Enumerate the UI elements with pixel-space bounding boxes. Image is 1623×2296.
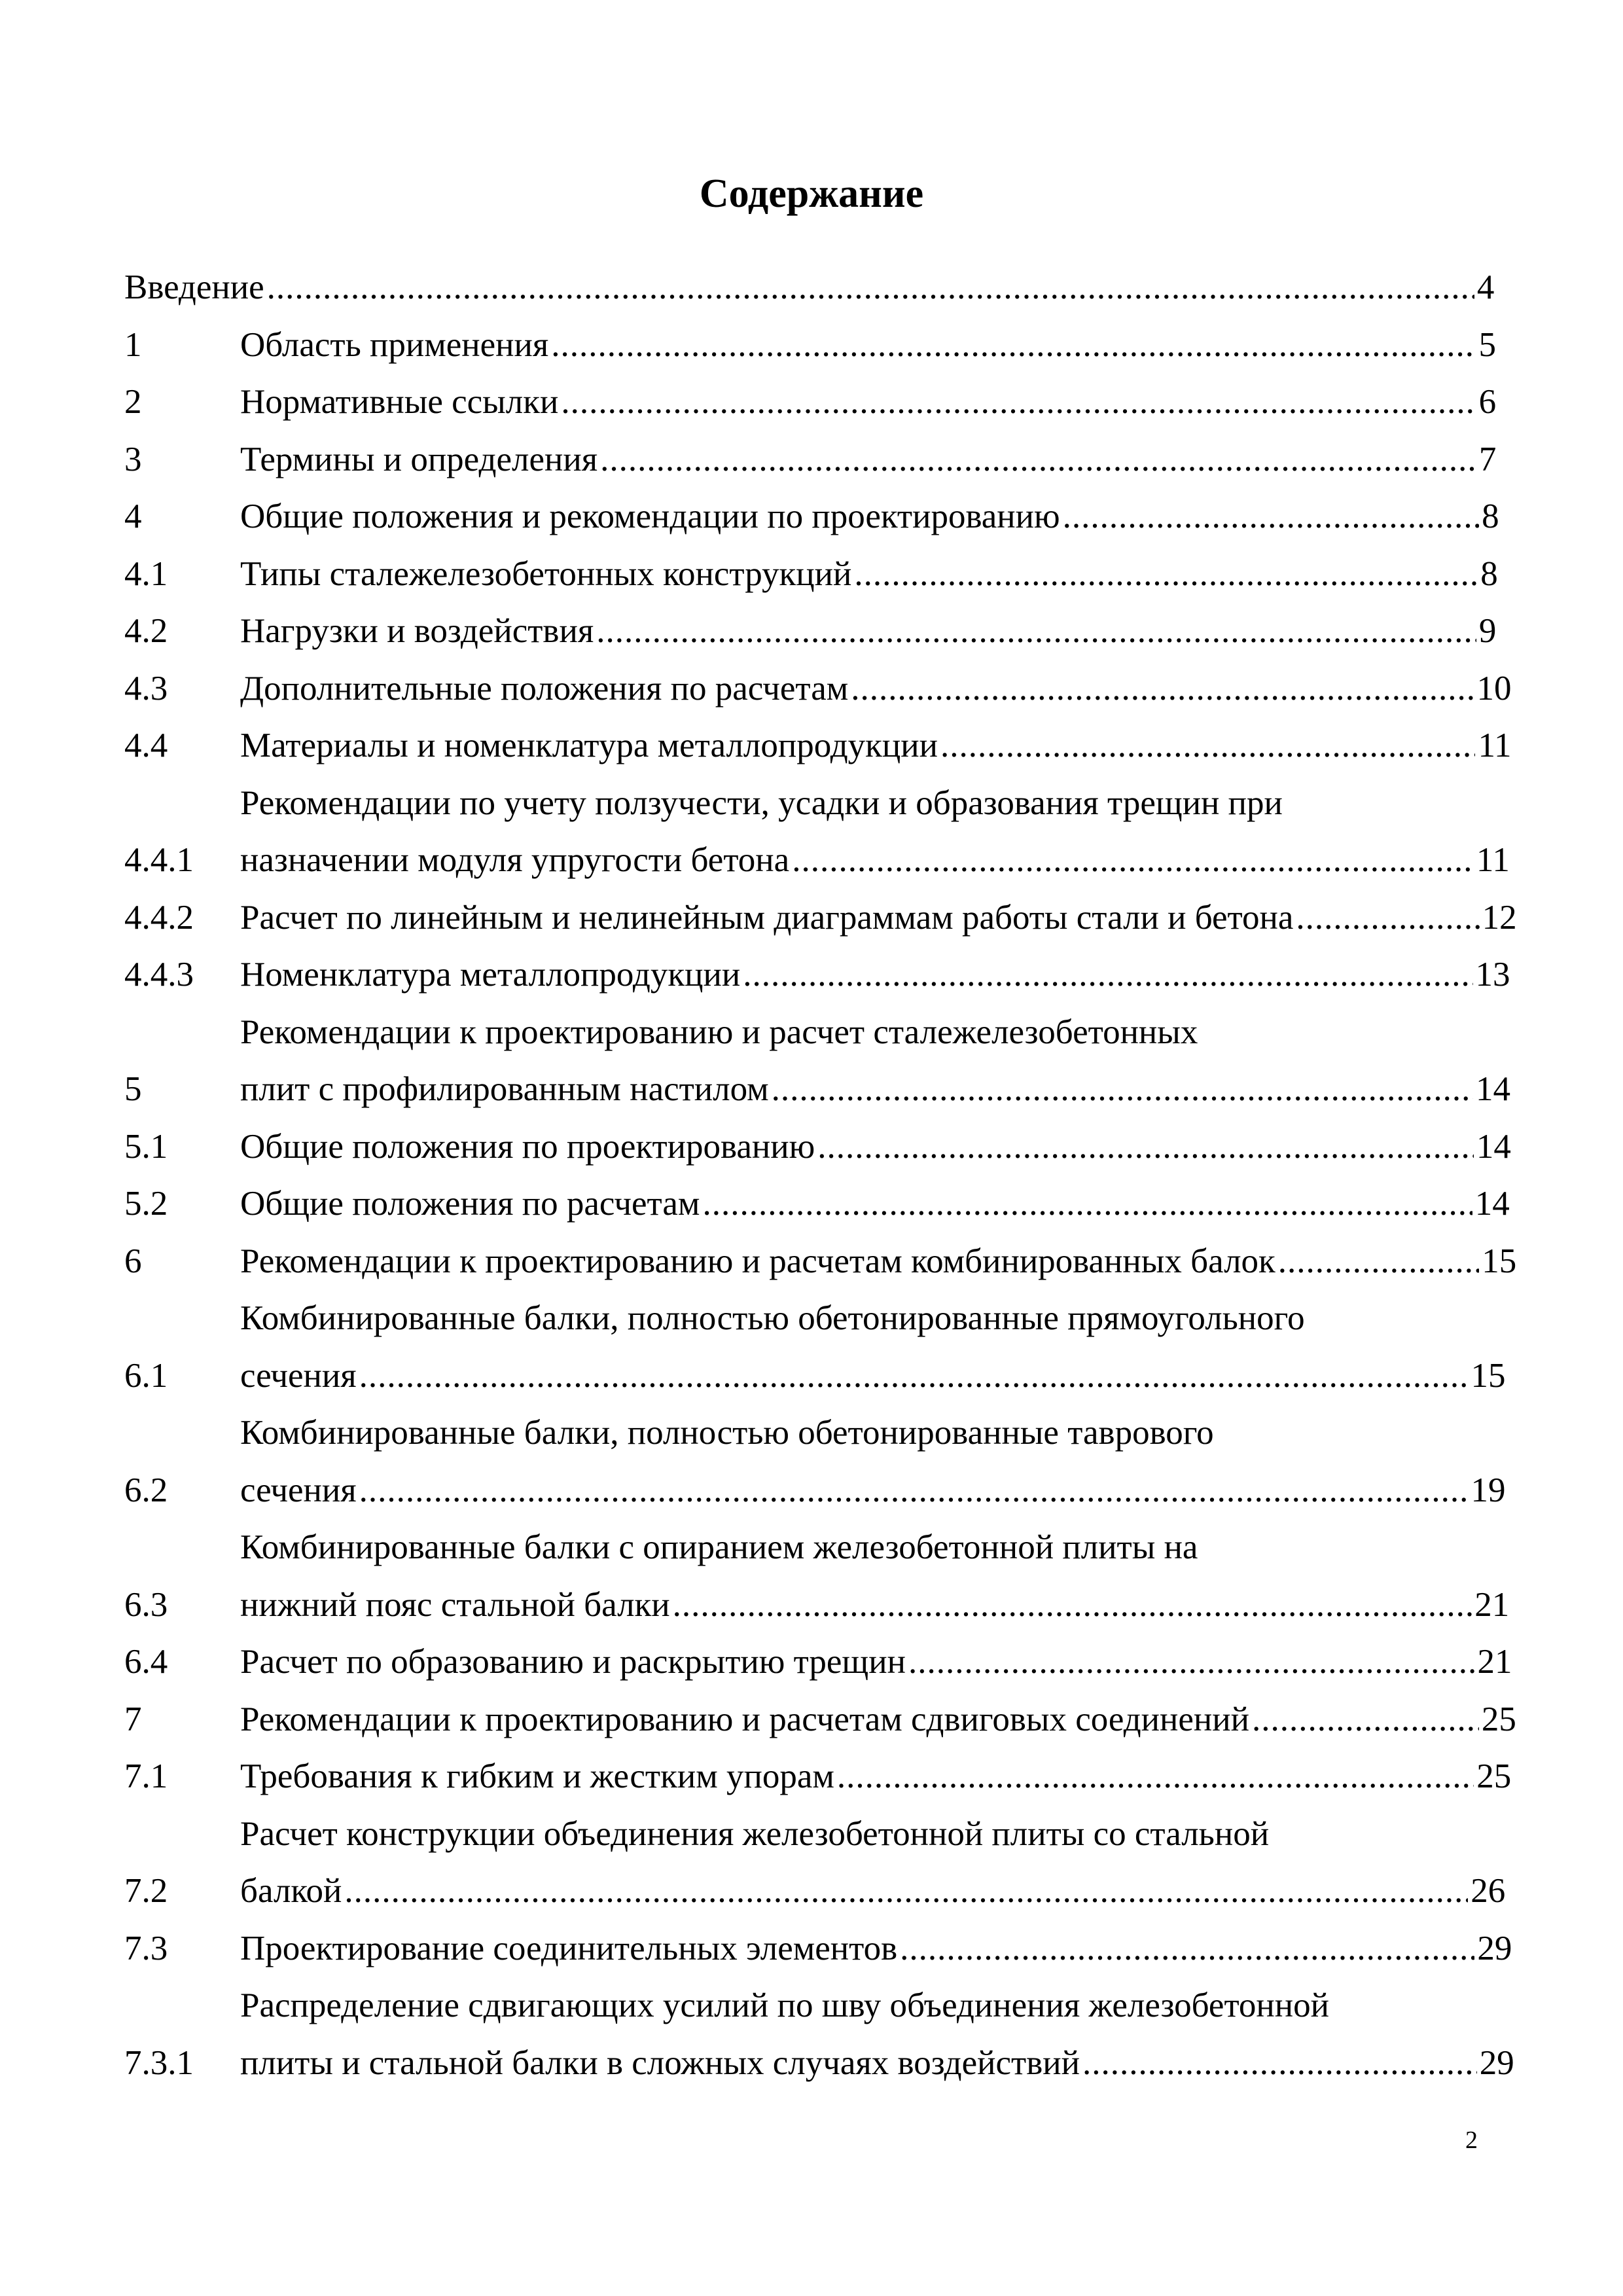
toc-entry-body	[240, 431, 1497, 489]
toc-entry-title: Общие положения и рекомендации по проектированию	[240, 497, 1060, 535]
toc-entry-number: 4	[124, 497, 142, 535]
toc-entry[interactable]	[124, 259, 1495, 317]
toc-dot-leader	[743, 946, 1472, 1004]
toc-dot-leader	[359, 1348, 1469, 1405]
toc-entry[interactable]	[124, 1748, 1512, 1806]
toc-entry-body	[124, 259, 1495, 317]
toc-entry[interactable]	[124, 1806, 1506, 1920]
toc-dot-leader	[1063, 488, 1480, 546]
toc-dot-leader	[1296, 889, 1479, 947]
toc-entry-body	[240, 1977, 1514, 2092]
toc-entry-body	[240, 717, 1512, 775]
toc-entry-title: балкой	[240, 1872, 342, 1910]
toc-entry-page: 26	[1471, 1872, 1506, 1910]
toc-entry-title: Рекомендации к проектированию и расчетам комбинированных балок	[240, 1242, 1275, 1280]
toc-entry-title: Номенклатура металлопродукции	[240, 956, 741, 994]
toc-entry[interactable]	[124, 488, 1499, 546]
toc-entry-page: 29	[1479, 2043, 1514, 2082]
toc-entry-number: 5.2	[124, 1185, 168, 1223]
toc-dot-leader	[772, 1061, 1473, 1119]
toc-entry-page: 25	[1476, 1757, 1512, 1795]
toc-entry-body	[240, 488, 1499, 546]
toc-entry-page: 8	[1482, 497, 1499, 535]
toc-entry-title-line: Рекомендации к проектированию и расчет сталежелезобетонных	[240, 1013, 1198, 1051]
toc-entry-title: плиты и стальной балки в сложных случаях воздействий	[240, 2043, 1080, 2082]
toc-dot-leader	[344, 1863, 1468, 1920]
toc-entry[interactable]	[124, 1290, 1506, 1405]
toc-entry-title-line: Комбинированные балки с опиранием железобетонной плиты на	[240, 1528, 1198, 1566]
toc-dot-leader	[908, 1634, 1475, 1691]
toc-dot-leader	[600, 431, 1476, 489]
toc-entry[interactable]	[124, 1634, 1512, 1691]
toc-entry-body	[240, 317, 1496, 374]
toc-entry-number: 1	[124, 325, 142, 364]
toc-entry-number: 6	[124, 1242, 142, 1280]
toc-entry-title-line: Рекомендации по учету ползучести, усадки и образования трещин при	[240, 783, 1283, 822]
toc-entry[interactable]	[124, 1920, 1512, 1978]
toc-entry[interactable]	[124, 775, 1510, 889]
toc-entry-title-line	[240, 717, 1512, 775]
toc-entry-title-line	[240, 1233, 1517, 1291]
toc-entry-title-line	[240, 317, 1496, 374]
toc-dot-leader	[702, 1175, 1472, 1233]
toc-entry-number: 6.1	[124, 1356, 168, 1395]
toc-entry-body	[240, 1004, 1511, 1119]
toc-entry-page: 21	[1477, 1643, 1512, 1681]
toc-entry-title-line	[240, 1863, 1506, 1920]
toc-entry-page: 12	[1482, 898, 1517, 937]
toc-entry-title-line: Расчет конструкции объединения железобетонной плиты со стальной	[240, 1814, 1270, 1853]
toc-entry-title: назначении модуля упругости бетона	[240, 841, 790, 879]
toc-dot-leader	[792, 832, 1474, 889]
toc-entry-number: 7.2	[124, 1872, 168, 1910]
toc-entry[interactable]	[124, 1233, 1517, 1291]
toc-entry-title-line	[240, 1691, 1516, 1749]
toc-entry-title: Введение	[124, 268, 264, 306]
toc-entry-title: плит с профилированным настилом	[240, 1070, 769, 1108]
toc-entry-body	[240, 1519, 1510, 1634]
toc-entry[interactable]	[124, 889, 1517, 947]
toc-entry-page: 15	[1471, 1356, 1506, 1395]
toc-dot-leader	[596, 603, 1476, 660]
toc-entry-number: 7	[124, 1700, 142, 1738]
toc-dot-leader	[267, 259, 1474, 317]
toc-entry[interactable]	[124, 1405, 1506, 1519]
toc-entry-title-line	[240, 431, 1497, 489]
toc-entry-number: 6.2	[124, 1471, 168, 1509]
toc-entry-title: Расчет по линейным и нелинейным диаграммам работы стали и бетона	[240, 898, 1294, 937]
toc-entry-title-line	[240, 946, 1510, 1004]
toc-entry-body	[240, 1748, 1512, 1806]
toc-entry-body	[240, 775, 1510, 889]
toc-entry[interactable]	[124, 603, 1497, 660]
toc-entry[interactable]	[124, 546, 1498, 603]
toc-entry-title-line	[240, 1920, 1512, 1978]
toc-entry-number: 4.4.3	[124, 956, 194, 994]
toc-entry-page: 19	[1471, 1471, 1506, 1509]
toc-entry-title: Общие положения по расчетам	[240, 1185, 700, 1223]
toc-entry-title: Дополнительные положения по расчетам	[240, 669, 849, 708]
toc-entry[interactable]	[124, 1004, 1511, 1119]
toc-entry-title-line	[240, 374, 1497, 431]
toc-entry-number: 5.1	[124, 1127, 168, 1166]
toc-entry-title: сечения	[240, 1471, 357, 1509]
toc-entry-number: 3	[124, 440, 142, 478]
toc-entry[interactable]	[124, 1691, 1516, 1749]
toc-entry-title-line	[240, 546, 1498, 603]
toc-entry-title: Проектирование соединительных элементов	[240, 1929, 898, 1967]
toc-entry-title-line	[240, 2035, 1514, 2092]
toc-dot-leader	[1252, 1691, 1479, 1749]
toc-entry-number: 6.4	[124, 1643, 168, 1681]
toc-dot-leader	[837, 1748, 1474, 1806]
toc-entry-page: 14	[1476, 1127, 1511, 1166]
toc-entry-page: 13	[1475, 956, 1510, 994]
toc-dot-leader	[900, 1920, 1474, 1978]
toc-entry-title: Рекомендации к проектированию и расчетам сдвиговых соединений	[240, 1700, 1250, 1738]
toc-entry-title-line	[240, 1462, 1506, 1520]
toc-entry-title: Расчет по образованию и раскрытию трещин	[240, 1643, 906, 1681]
toc-entry[interactable]	[124, 431, 1497, 489]
toc-entry-title-line	[124, 259, 1495, 317]
toc-dot-leader	[359, 1462, 1469, 1520]
toc-entry-page: 29	[1477, 1929, 1512, 1967]
toc-entry-number: 7.3.1	[124, 2043, 194, 2082]
toc-entry-title-line	[240, 1175, 1510, 1233]
toc-entry-page: 4	[1476, 268, 1495, 306]
toc-entry-number: 4.4.2	[124, 898, 194, 937]
toc-entry[interactable]	[124, 717, 1512, 775]
toc-entry-page: 8	[1480, 554, 1498, 593]
toc-entry-number: 7.3	[124, 1929, 168, 1967]
toc-entry-title-line	[240, 1634, 1512, 1691]
toc-entry-number: 4.3	[124, 669, 168, 708]
toc-entry-body	[240, 1405, 1506, 1519]
toc-entry-page: 14	[1474, 1185, 1510, 1223]
toc-entry-number: 7.1	[124, 1757, 168, 1795]
toc-dot-leader	[940, 717, 1475, 775]
toc-entry-title-line: Комбинированные балки, полностью обетонированные прямоугольного	[240, 1299, 1305, 1337]
toc-entry-title-line: Распределение сдвигающих усилий по шву объединения железобетонной	[240, 1986, 1330, 2024]
toc-entry-page: 15	[1482, 1242, 1517, 1280]
toc-entry-title: Нормативные ссылки	[240, 383, 559, 421]
toc-entry-body	[240, 603, 1497, 660]
toc-entry-title: Типы сталежелезобетонных конструкций	[240, 554, 852, 593]
toc-entry[interactable]	[124, 1977, 1514, 2092]
toc-entry-body	[240, 1233, 1517, 1291]
toc-dot-leader	[561, 374, 1476, 431]
toc-dot-leader	[851, 660, 1474, 718]
toc-entry-body	[240, 660, 1512, 718]
table-of-contents	[124, 259, 1517, 2092]
toc-entry-page: 25	[1481, 1700, 1516, 1738]
toc-entry-body	[240, 1920, 1512, 1978]
toc-entry-title-line	[240, 1748, 1512, 1806]
toc-entry[interactable]	[124, 660, 1512, 718]
toc-entry-title-line: Комбинированные балки, полностью обетонированные таврового	[240, 1414, 1214, 1452]
toc-dot-leader	[854, 546, 1478, 603]
toc-entry[interactable]	[124, 1119, 1511, 1176]
toc-entry-title-line	[240, 1348, 1506, 1405]
toc-entry-body	[240, 1691, 1516, 1749]
toc-entry-title: Область применения	[240, 325, 549, 364]
toc-entry-title: Требования к гибким и жестким упорам	[240, 1757, 834, 1795]
toc-entry-page: 11	[1476, 841, 1510, 879]
toc-dot-leader	[817, 1119, 1474, 1176]
toc-entry-number: 4.4.1	[124, 841, 194, 879]
toc-entry-number: 2	[124, 383, 142, 421]
toc-entry-page: 10	[1476, 669, 1512, 708]
toc-dot-leader	[1082, 2035, 1477, 2092]
page-title: Содержание	[699, 171, 924, 216]
toc-entry-body	[240, 1634, 1512, 1691]
toc-entry-number: 4.2	[124, 612, 168, 650]
toc-entry-title-line	[240, 660, 1512, 718]
toc-entry-title: нижний пояс стальной балки	[240, 1585, 670, 1624]
toc-entry-number: 4.1	[124, 554, 168, 593]
toc-entry-title-line	[240, 889, 1517, 947]
page-number: 2	[1465, 2126, 1478, 2154]
toc-entry-title-line	[240, 603, 1497, 660]
toc-entry[interactable]	[124, 1175, 1510, 1233]
toc-entry-title-line	[240, 1577, 1510, 1634]
toc-entry-number: 6.3	[124, 1585, 168, 1624]
toc-entry-title: Нагрузки и воздействия	[240, 612, 594, 650]
toc-entry-page: 11	[1478, 726, 1512, 764]
toc-entry-title: Термины и определения	[240, 440, 598, 478]
toc-entry-number: 5	[124, 1070, 142, 1108]
toc-entry-page: 6	[1478, 383, 1497, 421]
toc-entry-body	[240, 889, 1517, 947]
toc-entry-title-line	[240, 1061, 1511, 1119]
toc-entry-title-line	[240, 488, 1499, 546]
toc-entry-body	[240, 1806, 1506, 1920]
toc-dot-leader	[673, 1577, 1472, 1634]
toc-entry[interactable]	[124, 1519, 1510, 1634]
toc-entry-title: Материалы и номенклатура металлопродукции	[240, 726, 938, 764]
toc-entry-page: 21	[1474, 1585, 1510, 1624]
toc-dot-leader	[1278, 1233, 1480, 1291]
toc-entry[interactable]	[124, 946, 1510, 1004]
toc-entry-page: 7	[1478, 440, 1497, 478]
toc-entry-number: 4.4	[124, 726, 168, 764]
toc-entry[interactable]	[124, 317, 1496, 374]
toc-entry[interactable]	[124, 374, 1497, 431]
toc-entry-title-line	[240, 1119, 1511, 1176]
toc-entry-title: сечения	[240, 1356, 357, 1395]
toc-entry-body	[240, 374, 1497, 431]
toc-dot-leader	[551, 317, 1476, 374]
toc-entry-page: 14	[1476, 1070, 1511, 1108]
toc-entry-body	[240, 1290, 1506, 1405]
toc-entry-body	[240, 946, 1510, 1004]
toc-entry-body	[240, 546, 1498, 603]
toc-entry-page: 9	[1478, 612, 1497, 650]
toc-entry-page: 5	[1478, 325, 1496, 364]
toc-entry-title: Общие положения по проектированию	[240, 1127, 815, 1166]
toc-entry-body	[240, 1175, 1510, 1233]
toc-entry-body	[240, 1119, 1511, 1176]
toc-entry-title-line	[240, 832, 1510, 889]
